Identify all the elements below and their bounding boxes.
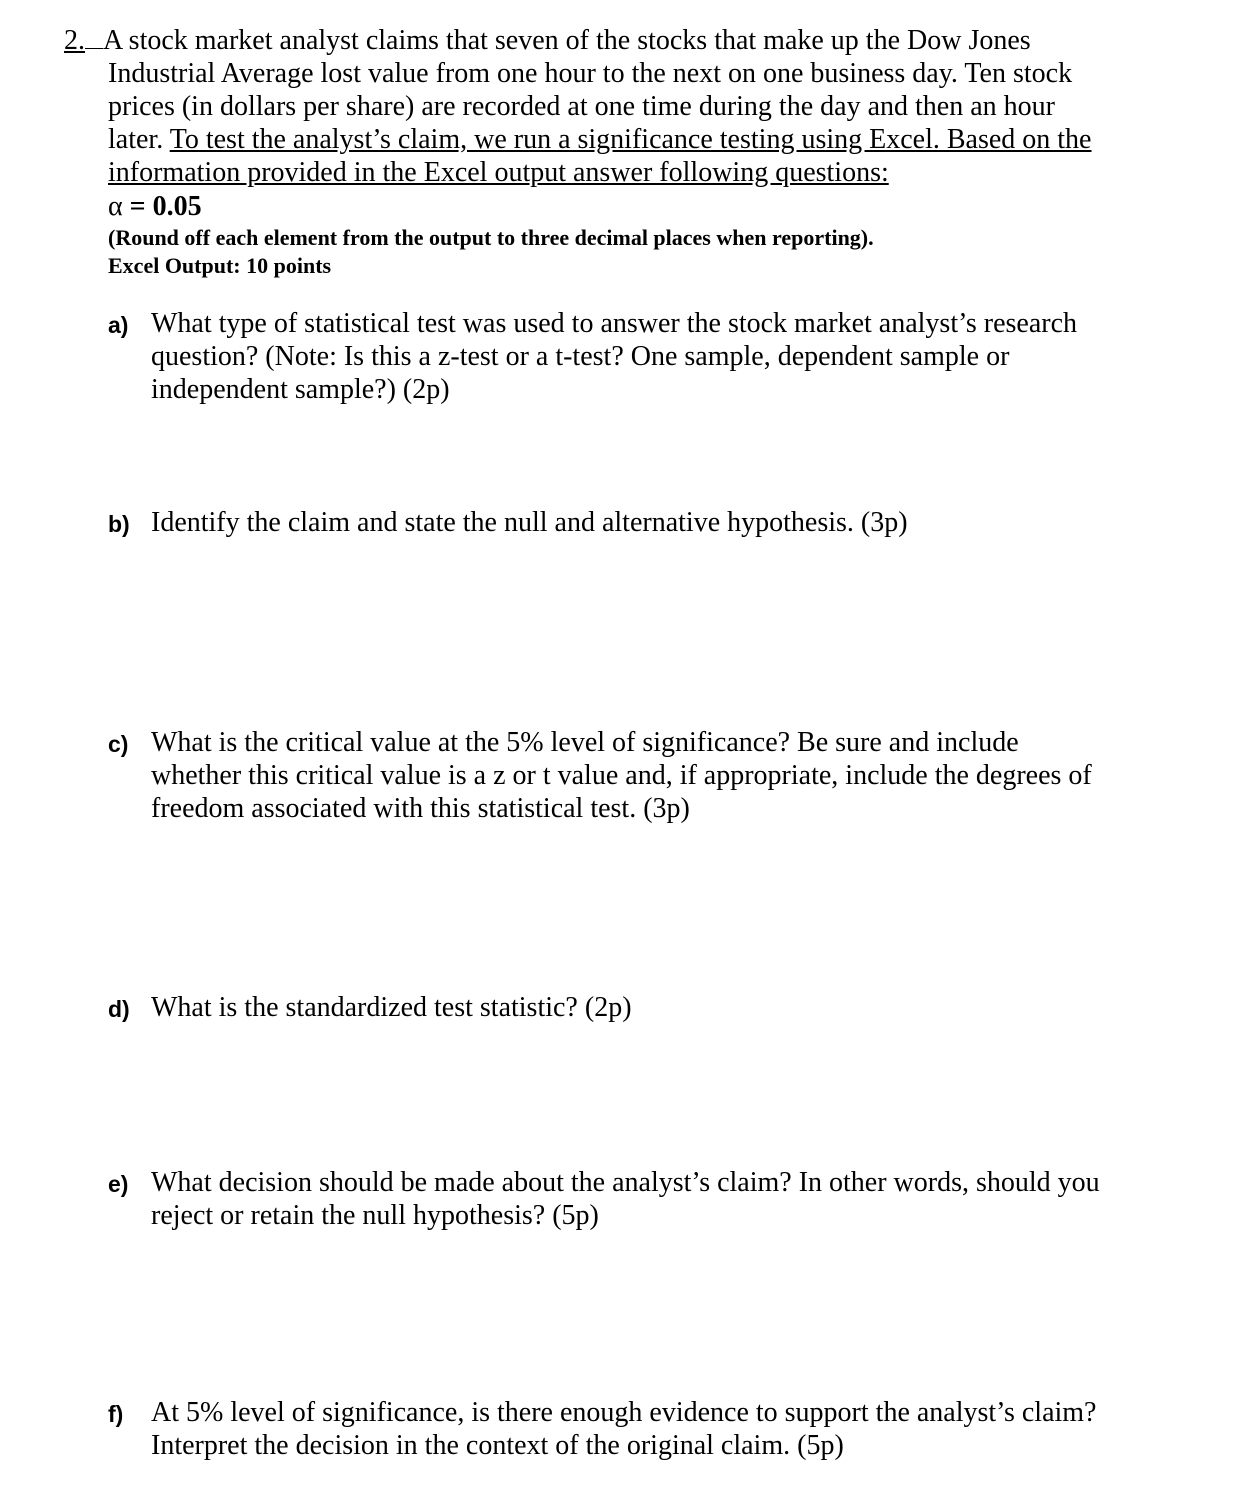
problem-number: 2. — [64, 25, 85, 56]
instructions-note — [108, 224, 874, 280]
question-text: What type of statistical test was used to answer the stock market analyst’s research question? (Note: Is this a z-test or a t-test? One sample, dependent sample or independent sample?) (2p) — [151, 308, 1078, 405]
underlined-instruction-1: To test the analyst’s claim, we run a significance testing using Excel. Based on the — [169, 124, 1092, 155]
question-text: What is the critical value at the 5% level of significance? Be sure and include whether this critical value is a z or t value and, if appropriate, include the degrees of freedom associated with this statistical test. (3p) — [151, 727, 1092, 824]
question-text: At 5% level of significance, is there enough evidence to support the analyst’s claim? Interpret the decision in the context of the original claim. (5p) — [151, 1397, 1097, 1461]
alpha-value: = 0.05 — [122, 191, 202, 222]
question-label: c) — [108, 731, 129, 757]
excel-output-label: Excel Output: 10 points — [108, 253, 332, 278]
question-label: d) — [108, 996, 130, 1022]
question-text: Identify the claim and state the null and alternative hypothesis. (3p) — [151, 507, 908, 538]
question-label: a) — [108, 312, 129, 338]
question-label: f) — [108, 1401, 124, 1427]
intro-line-4: later. To test the analyst’s claim, we run a significance testing using Excel. Based on the — [108, 124, 1092, 155]
question-text: What decision should be made about the analyst’s claim? In other words, should you reject or retain the null hypothesis? (5p) — [151, 1167, 1100, 1231]
number-underline-gap — [85, 24, 103, 49]
alpha-level — [108, 190, 202, 223]
question-text: What is the standardized test statistic? (2p) — [151, 992, 632, 1023]
problem-statement — [64, 24, 1144, 189]
underlined-instruction-2: information provided in the Excel output answer following questions: — [108, 157, 889, 188]
intro-line-1: 2. A stock market analyst claims that seven of the stocks that make up the Dow Jones — [64, 25, 1031, 56]
alpha-symbol: α — [108, 191, 123, 222]
rounding-note: (Round off each element from the output to three decimal places when reporting). — [108, 225, 874, 250]
intro-line-2: Industrial Average lost value from one hour to the next on one business day. Ten stock — [108, 58, 1073, 89]
question-label: b) — [108, 511, 130, 537]
intro-line-3: prices (in dollars per share) are recorded at one time during the day and then an hour — [108, 91, 1055, 122]
question-label: e) — [108, 1171, 129, 1197]
